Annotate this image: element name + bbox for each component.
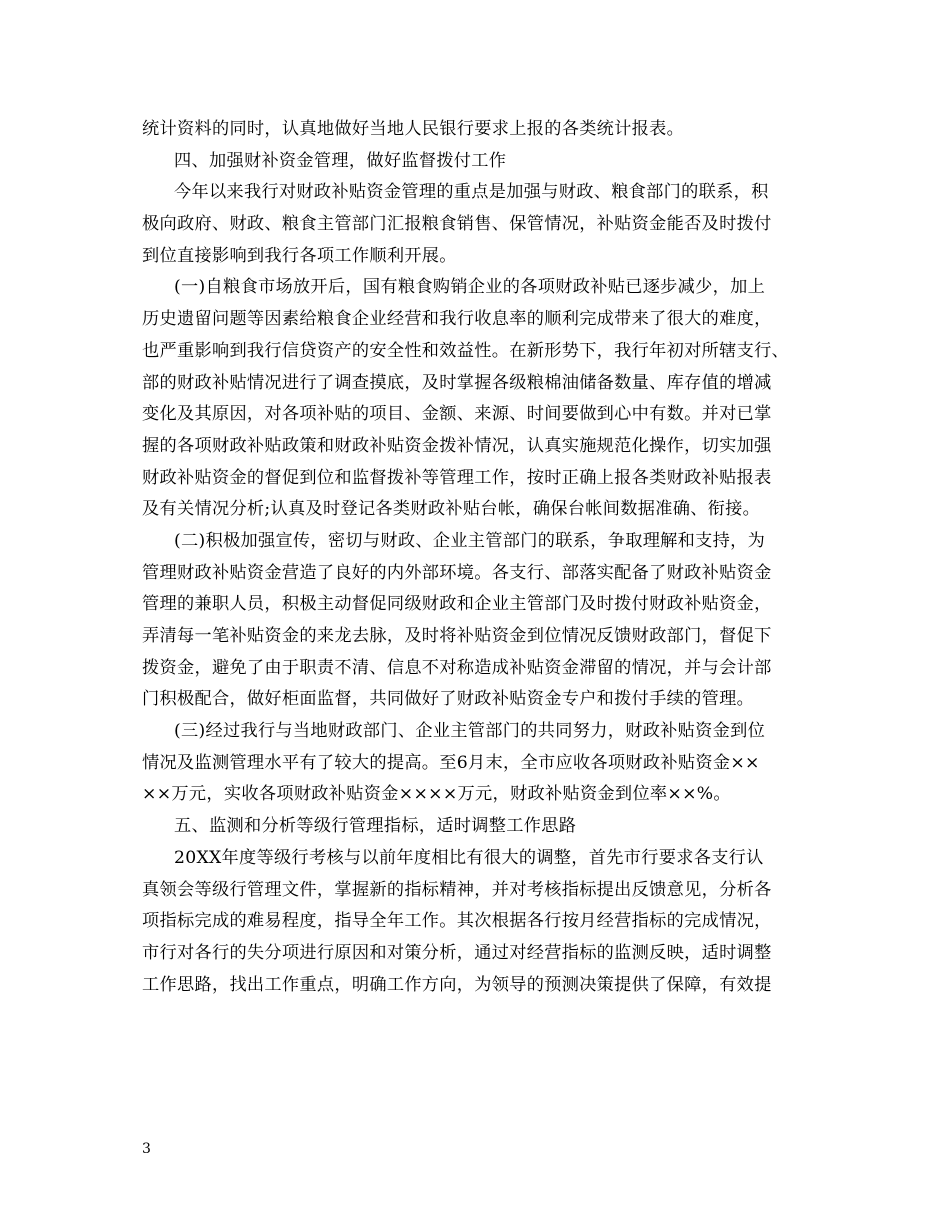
- paragraph-line: 及有关情况分析;认真及时登记各类财政补贴台帐，确保台帐间数据准确、衔接。: [142, 499, 761, 520]
- paragraph-line: 拨资金，避免了由于职责不清、信息不对称造成补贴资金滞留的情况，并与会计部: [142, 657, 772, 678]
- paragraph-line: (一)自粮食市场放开后，国有粮食购销企业的各项财政补贴已逐步减少，加上: [174, 277, 766, 298]
- paragraph-line: 统计资料的同时，认真地做好当地人民银行要求上报的各类统计报表。: [142, 119, 685, 139]
- section-heading: 四、加强财补资金管理，做好监督拨付工作: [174, 150, 507, 171]
- paragraph-line: (二)积极加强宣传，密切与财政、企业主管部门的联系，争取理解和支持，为: [174, 530, 766, 551]
- paragraph-line: 变化及其原因，对各项补贴的项目、金额、来源、时间要做到心中有数。并对已掌: [142, 404, 772, 425]
- paragraph-line: 弄清每一笔补贴资金的来龙去脉，及时将补贴资金到位情况反馈财政部门，督促下: [142, 626, 772, 646]
- paragraph-line: 历史遗留问题等因素给粮食企业经营和我行收息率的顺利完成带来了很大的难度，: [142, 309, 772, 330]
- page-number: 3: [142, 1141, 151, 1157]
- paragraph-line: 到位直接影响到我行各项工作顺利开展。: [142, 245, 457, 266]
- body-text: [142, 114, 812, 1001]
- paragraph-line: 部的财政补贴情况进行了调查摸底，及时掌握各级粮棉油储备数量、库存值的增减: [142, 372, 772, 393]
- paragraph-line: 情况及监测管理水平有了较大的提高。至6月末，全市应收各项财政补贴资金××: [142, 752, 760, 773]
- paragraph-line: ××万元，实收各项财政补贴资金××××万元，财政补贴资金到位率××%。: [142, 784, 731, 805]
- paragraph-line: 财政补贴资金的督促到位和监督拨补等管理工作，按时正确上报各类财政补贴报表: [142, 467, 772, 488]
- paragraph-line: 20XX年度等级行考核与以前年度相比有很大的调整，首先市行要求各支行认: [174, 847, 764, 868]
- paragraph-line: 真领会等级行管理文件，掌握新的指标精神，并对考核指标提出反馈意见，分析各: [142, 879, 772, 900]
- paragraph-line: 市行对各行的失分项进行原因和对策分析，通过对经营指标的监测反映，适时调整: [142, 942, 772, 963]
- section-heading: 五、监测和分析等级行管理指标，适时调整工作思路: [174, 816, 577, 837]
- paragraph-line: 门积极配合，做好柜面监督，共同做好了财政补贴资金专户和拨付手续的管理。: [142, 689, 755, 710]
- paragraph-line: 项指标完成的难易程度，指导全年工作。其次根据各行按月经营指标的完成情况，: [142, 911, 772, 932]
- paragraph-line: 管理的兼职人员，积极主动督促同级财政和企业主管部门及时拨付财政补贴资金，: [142, 594, 772, 615]
- paragraph-line: 管理财政补贴资金营造了良好的内外部环境。各支行、部落实配备了财政补贴资金: [142, 562, 772, 583]
- paragraph-line: 极向政府、财政、粮食主管部门汇报粮食销售、保管情况，补贴资金能否及时拨付: [142, 214, 772, 235]
- paragraph-line: (三)经过我行与当地财政部门、企业主管部门的共同努力，财政补贴资金到位: [174, 721, 766, 742]
- paragraph-line: 今年以来我行对财政补贴资金管理的重点是加强与财政、粮食部门的联系，积: [174, 182, 769, 203]
- paragraph-line: 工作思路，找出工作重点，明确工作方向，为领导的预测决策提供了保障，有效提: [142, 974, 772, 995]
- paragraph-line: 也严重影响到我行信贷资产的安全性和效益性。在新形势下，我行年初对所辖支行、: [142, 340, 790, 361]
- paragraph-line: 握的各项财政补贴政策和财政补贴资金拨补情况，认真实施规范化操作，切实加强: [142, 435, 772, 456]
